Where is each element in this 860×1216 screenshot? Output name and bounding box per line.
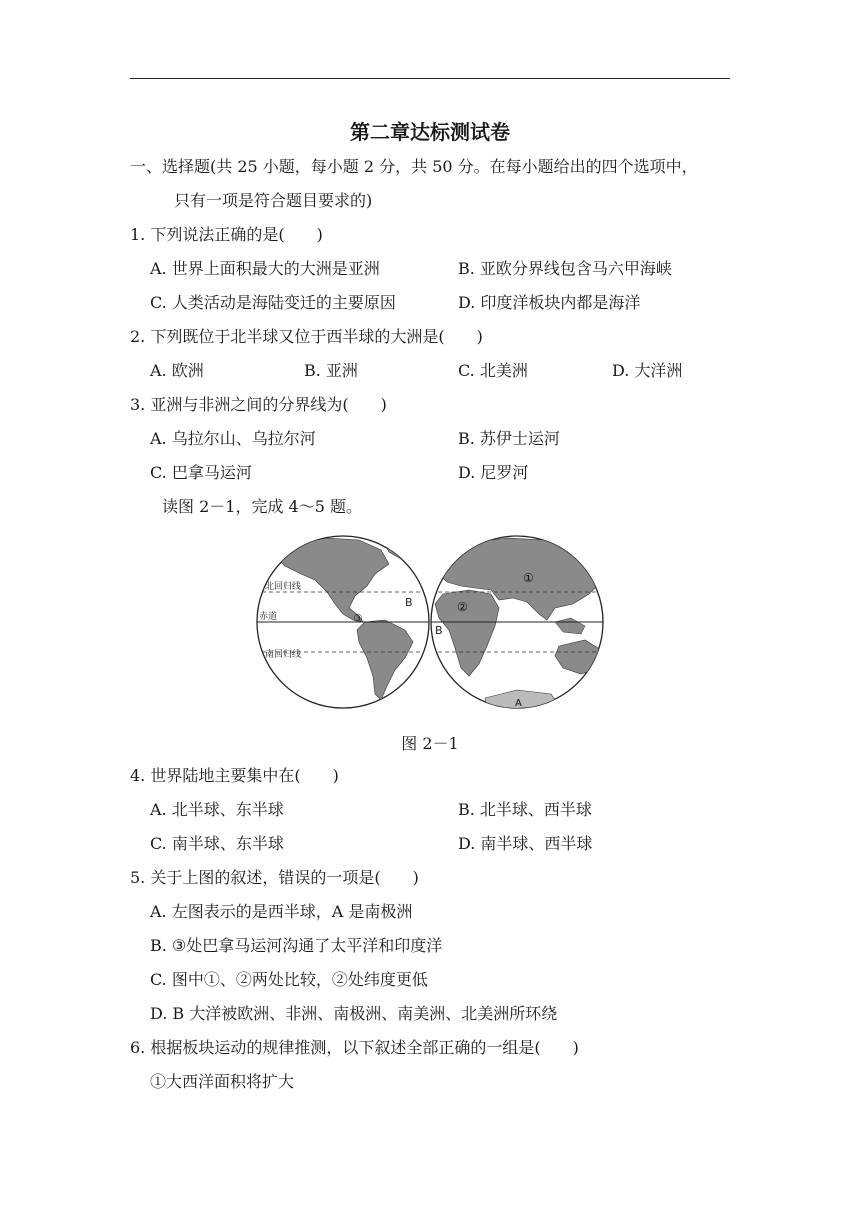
tropic-north-label: 北回归线: [265, 582, 302, 592]
question-3-stem: 3. 亚洲与非洲之间的分界线为( ): [130, 395, 387, 414]
question-2-option-c: C. 北美洲: [458, 361, 528, 380]
question-3-option-a: A. 乌拉尔山、乌拉尔河: [150, 429, 316, 448]
question-2-option-b: B. 亚洲: [304, 361, 358, 380]
western-hemisphere: [255, 534, 431, 715]
eastern-hemisphere: [431, 536, 605, 715]
question-6-item-1: ①大西洋面积将扩大: [150, 1072, 295, 1091]
question-2-option-d: D. 大洋洲: [612, 361, 683, 380]
question-2-stem: 2. 下列既位于北半球又位于西半球的大洲是( ): [130, 327, 483, 346]
ocean-b-label-right: B: [435, 624, 443, 637]
section-heading-line1: 一、选择题(共 25 小题，每小题 2 分，共 50 分。在每小题给出的四个选项中，: [130, 157, 698, 176]
question-1-stem: 1. 下列说法正确的是( ): [130, 225, 323, 244]
hemispheres-figure: [255, 530, 605, 715]
question-3-option-b: B. 苏伊士运河: [458, 429, 560, 448]
question-5-stem: 5. 关于上图的叙述，错误的一项是( ): [130, 868, 419, 887]
question-6-stem: 6. 根据板块运动的规律推测，以下叙述全部正确的一组是( ): [130, 1038, 579, 1057]
question-2-option-a: A. 欧洲: [150, 361, 204, 380]
question-1-option-b: B. 亚欧分界线包含马六甲海峡: [458, 259, 672, 278]
page-title: 第二章达标测试卷: [350, 120, 510, 144]
question-4-stem: 4. 世界陆地主要集中在( ): [130, 766, 339, 785]
question-3-option-c: C. 巴拿马运河: [150, 463, 252, 482]
question-1-option-c: C. 人类活动是海陆变迁的主要原因: [150, 293, 396, 312]
antarctica-edge-left: [355, 706, 415, 715]
question-1-option-d: D. 印度洋板块内都是海洋: [458, 293, 641, 312]
section-heading-line2: 只有一项是符合题目要求的): [174, 191, 373, 210]
question-5-option-a: A. 左图表示的是西半球，A 是南极洲: [150, 902, 413, 921]
ocean-b-label-left: B: [405, 596, 413, 609]
top-rule: [130, 78, 730, 79]
question-4-option-d: D. 南半球、西半球: [458, 834, 593, 853]
question-5-option-d: D. B 大洋被欧洲、非洲、南极洲、南美洲、北美洲所环绕: [150, 1004, 558, 1023]
question-4-option-c: C. 南半球、东半球: [150, 834, 284, 853]
tropic-south-label: 南回归线: [265, 650, 302, 660]
mark-3-label: ③: [353, 612, 363, 625]
question-5-option-b: B. ③处巴拿马运河沟通了太平洋和印度洋: [150, 936, 443, 955]
mark-1-label: ①: [523, 571, 534, 585]
question-4-option-b: B. 北半球、西半球: [458, 800, 592, 819]
equator-label: 赤道: [259, 612, 278, 622]
mark-2-label: ②: [457, 600, 468, 614]
read-figure-instruction: 读图 2－1，完成 4～5 题。: [162, 497, 362, 516]
figure-caption: 图 2－1: [401, 734, 459, 753]
question-5-option-c: C. 图中①、②两处比较，②处纬度更低: [150, 970, 428, 989]
question-3-option-d: D. 尼罗河: [458, 463, 529, 482]
question-4-option-a: A. 北半球、东半球: [150, 800, 284, 819]
hemispheres-map: [255, 530, 605, 715]
question-1-option-a: A. 世界上面积最大的大洲是亚洲: [150, 259, 380, 278]
antarctica-a-label: A: [515, 698, 522, 709]
